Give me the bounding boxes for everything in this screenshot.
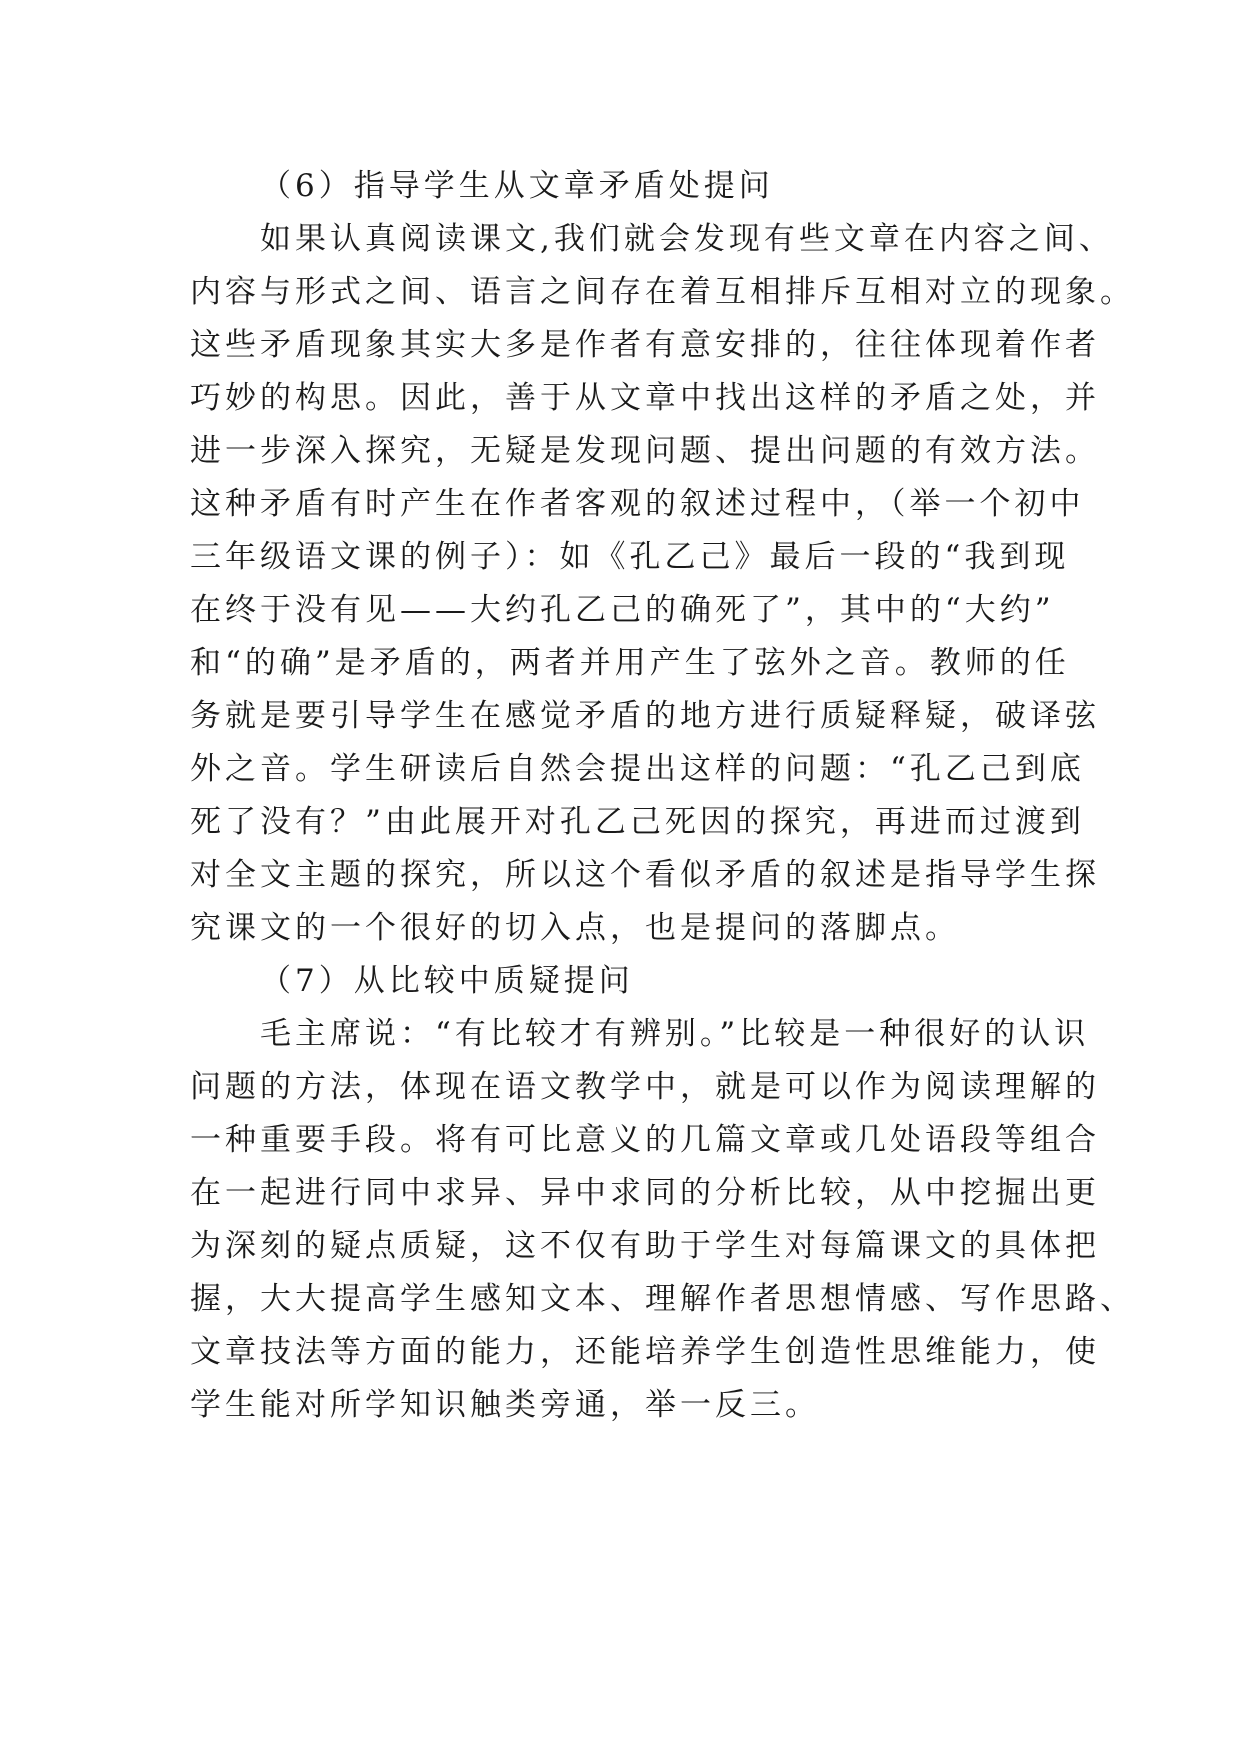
paragraph-line: 为深刻的疑点质疑，这不仅有助于学生对每篇课文的具体把 bbox=[190, 1228, 1100, 1264]
paragraph-line: 外之音。学生研读后自然会提出这样的问题：“孔乙己到底 bbox=[190, 751, 1085, 787]
paragraph-line: 对全文主题的探究，所以这个看似矛盾的叙述是指导学生探 bbox=[190, 857, 1100, 893]
paragraph-line: 进一步深入探究，无疑是发现问题、提出问题的有效方法。 bbox=[190, 433, 1100, 469]
paragraph-line: 文章技法等方面的能力，还能培养学生创造性思维能力，使 bbox=[190, 1334, 1100, 1370]
paragraph-line: 死了没有？”由此展开对孔乙己死因的探究，再进而过渡到 bbox=[190, 804, 1085, 840]
paragraph-line: 问题的方法，体现在语文教学中，就是可以作为阅读理解的 bbox=[190, 1069, 1100, 1105]
paragraph-line: 毛主席说：“有比较才有辨别。”比较是一种很好的认识 bbox=[260, 1016, 1090, 1052]
paragraph-line: 三年级语文课的例子）：如《孔乙己》最后一段的“我到现 bbox=[190, 539, 1070, 575]
paragraph-line: 内容与形式之间、语言之间存在着互相排斥互相对立的现象。 bbox=[190, 274, 1135, 310]
paragraph-line: 在终于没有见——大约孔乙己的确死了”，其中的“大约” bbox=[190, 592, 1055, 628]
paragraph-line: 巧妙的构思。因此，善于从文章中找出这样的矛盾之处，并 bbox=[190, 380, 1100, 416]
paragraph-line: 务就是要引导学生在感觉矛盾的地方进行质疑释疑，破译弦 bbox=[190, 698, 1100, 734]
section-heading-7: （7）从比较中质疑提问 bbox=[260, 963, 634, 999]
paragraph-line: 和“的确”是矛盾的，两者并用产生了弦外之音。教师的任 bbox=[190, 645, 1070, 681]
document-body bbox=[190, 160, 1135, 1432]
paragraph-line: 在一起进行同中求异、异中求同的分析比较，从中挖掘出更 bbox=[190, 1175, 1100, 1211]
paragraph-line: 如果认真阅读课文,我们就会发现有些文章在内容之间、 bbox=[260, 221, 1114, 257]
paragraph-line: 这些矛盾现象其实大多是作者有意安排的，往往体现着作者 bbox=[190, 327, 1100, 363]
paragraph-line: 学生能对所学知识触类旁通，举一反三。 bbox=[190, 1387, 820, 1423]
section-heading-6: （6）指导学生从文章矛盾处提问 bbox=[260, 168, 774, 204]
paragraph-line: 究课文的一个很好的切入点，也是提问的落脚点。 bbox=[190, 910, 960, 946]
paragraph-line: 这种矛盾有时产生在作者客观的叙述过程中，（举一个初中 bbox=[190, 486, 1085, 522]
paragraph-line: 握，大大提高学生感知文本、理解作者思想情感、写作思路、 bbox=[190, 1281, 1135, 1317]
paragraph-line: 一种重要手段。将有可比意义的几篇文章或几处语段等组合 bbox=[190, 1122, 1100, 1158]
